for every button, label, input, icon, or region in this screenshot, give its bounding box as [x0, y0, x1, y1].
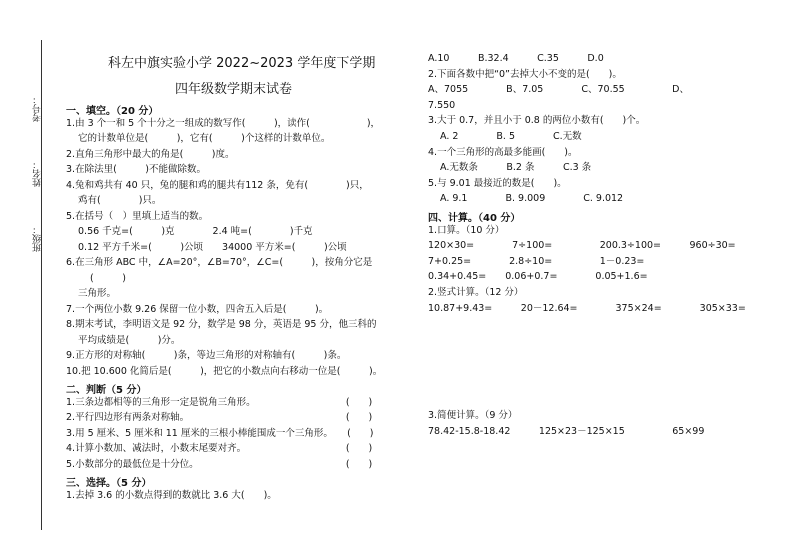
right-line: 7+0.25= 2.8÷10= 1－0.23= [428, 255, 645, 267]
left-line: 1.三条边都相等的三角形一定是锐角三角形。 ( ) [66, 396, 373, 408]
left-line: 三角形。 [78, 288, 117, 299]
right-line: 0.34+0.45= 0.06+0.7= 0.05+1.6= [428, 271, 648, 283]
left-line: 8.期末考试，李明语文是 92 分，数学是 98 分，英语是 95 分，他三科的 [66, 319, 377, 330]
right-line: A、7055 B、7.05 C、70.55 D、 [428, 84, 689, 96]
left-line: 5.在括号（ ）里填上适当的数。 [66, 210, 209, 222]
left-line: 1.由 3 个一和 5 个十分之一组成的数写作( )，读作( )， [66, 117, 381, 129]
exam-subtitle: 四年级数学期末试卷 [175, 82, 293, 97]
right-line: 10.87+9.43= 20－12.64= 375×24= 305×33= [428, 302, 746, 314]
left-section-heading: 一、填空。（20 分） [66, 106, 159, 117]
left-line: 0.12 平方千米=( )公顷 34000 平方米=( )公顷 [78, 241, 347, 253]
right-line: 1.口算。（10 分） [428, 224, 505, 236]
left-line: 7.一个两位小数 9.26 保留一位小数，四舍五入后是( )。 [66, 303, 329, 315]
binding-kaohao: 考号： [33, 95, 43, 122]
left-section-heading: 三、选择。（5 分） [66, 478, 152, 489]
right-line: 3.大于 0.7，并且小于 0.8 的两位小数有( )个。 [428, 115, 646, 127]
right-line: A. 9.1 B. 9.009 C. 9.012 [440, 193, 624, 205]
left-line: 鸡有( )只。 [78, 195, 162, 206]
left-line: 2.平行四边形有两条对称轴。 ( ) [66, 412, 373, 423]
right-line: A.10 B.32.4 C.35 D.0 [428, 53, 604, 64]
exam-title: 科左中旗实验小学 2022~2023 学年度下学期 [108, 56, 376, 71]
left-line: 0.56 千克=( )克 2.4 吨=( )千克 [78, 226, 313, 237]
left-line: 3.在除法里( )不能做除数。 [66, 164, 206, 175]
right-line: 5.与 9.01 最接近的数是( )。 [428, 177, 567, 189]
left-line: 平均成绩是( )分。 [78, 334, 181, 346]
left-line: 10.把 10.600 化简后是( )，把它的小数点向右移动一位是( )。 [66, 365, 383, 377]
left-line: 它的计数单位是( )，它有( )个这样的计数单位。 [78, 133, 331, 144]
left-line: 2.直角三角形中最大的角是( )度。 [66, 148, 235, 160]
right-section-heading: 四、计算。（40 分） [428, 213, 521, 224]
left-section-heading: 二、判断（5 分） [66, 385, 147, 396]
left-line: 4.兔和鸡共有 40 只，兔的腿和鸡的腿共有112 条，免有( )只， [66, 179, 369, 191]
left-line: 1.去掉 3.6 的小数点得到的数就比 3.6 大( )。 [66, 489, 277, 501]
right-line: 2.下面各数中把“0”去掉大小不变的是( )。 [428, 68, 622, 80]
left-line: 3.用 5 厘米、5 厘米和 11 厘米的三根小棒能围成一个三角形。 ( ) [66, 427, 374, 439]
right-line: A.无数条 B.2 条 C.3 条 [440, 162, 592, 174]
left-line: 5.小数部分的最低位是十分位。 ( ) [66, 458, 373, 470]
left-line: ( ) [90, 272, 126, 284]
right-line: 3.简便计算。（9 分） [428, 410, 518, 422]
right-line: 4.一个三角形的高最多能画( )。 [428, 146, 578, 158]
right-line: 78.42-15.8-18.42 125×23－125×15 65×99 [428, 425, 705, 437]
right-line: 7.550 [428, 99, 456, 111]
right-line: 120×30= 7÷100= 200.3÷100= 960÷30= [428, 240, 736, 252]
left-line: 9.正方形的对称轴( )条，等边三角形的对称轴有( )条。 [66, 350, 347, 361]
left-line: 6.在三角形 ABC 中，∠A=20°，∠B=70°，∠C=( )，按角分它是 [66, 257, 373, 268]
binding-banji: 班级： [33, 225, 43, 252]
right-line: A. 2 B. 5 C.无数 [440, 131, 582, 142]
left-line: 4.计算小数加、减法时，小数末尾要对齐。 ( ) [66, 443, 373, 454]
right-line: 2.竖式计算。（12 分） [428, 287, 524, 298]
binding-xingming: 姓名： [33, 160, 43, 187]
